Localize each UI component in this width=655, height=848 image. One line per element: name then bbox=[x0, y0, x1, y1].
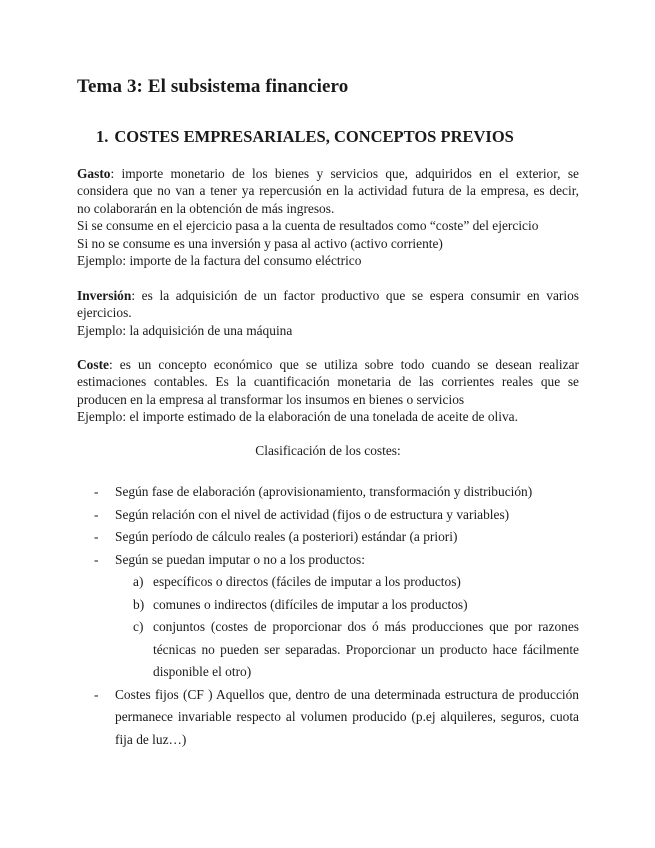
sub-list-item bbox=[115, 571, 579, 594]
inversion-definition-line: : es la adquisición de un factor productivo que se espera consumir en varios bbox=[131, 288, 579, 303]
sub-item-text-line-3: disponible el otro) bbox=[153, 664, 252, 679]
document-title: Tema 3: El subsistema financiero bbox=[77, 76, 349, 97]
gasto-term: Gasto bbox=[77, 166, 111, 181]
bullet-dash: - bbox=[94, 484, 99, 499]
sub-item-marker: a) bbox=[133, 574, 144, 589]
coste-line bbox=[77, 356, 579, 373]
bullet-dash: - bbox=[94, 506, 99, 522]
bullet-dash: - bbox=[94, 551, 99, 567]
inversion-line-1: ejercicios. bbox=[77, 305, 132, 321]
gasto-line-2: Si se consume en el ejercicio pasa a la cuenta de resultados como “coste” del ejercicio bbox=[77, 218, 539, 234]
list-item bbox=[77, 504, 579, 527]
gasto-line bbox=[77, 165, 579, 182]
costes-fijos-line-2: permanece invariable respecto al volumen producido (p.ej alquileres, seguros, cuota bbox=[115, 709, 579, 724]
list-item bbox=[77, 481, 579, 504]
document-page bbox=[77, 0, 579, 848]
coste-definition-line-2: estimaciones contables. Es la cuantificación monetaria de las corrientes reales que se bbox=[77, 374, 579, 390]
bullet-dash: - bbox=[94, 686, 99, 702]
list-item bbox=[77, 526, 579, 549]
sub-list bbox=[115, 571, 579, 684]
bullet-text: Según relación con el nivel de actividad (fijos o de estructura y variables) bbox=[115, 506, 510, 522]
list-item bbox=[77, 549, 579, 684]
gasto-line-3: Si no se consume es una inversión y pasa al activo (activo corriente) bbox=[77, 235, 443, 251]
costes-fijos-line-1: Costes fijos (CF ) Aquellos que, dentro de una determinada estructura de producción bbox=[115, 686, 579, 702]
classification-list bbox=[77, 481, 579, 751]
list-item bbox=[77, 684, 579, 752]
sub-item-text-line-1: conjuntos (costes de proporcionar dos ó más producciones que por razones bbox=[153, 619, 579, 634]
inversion-paragraph bbox=[77, 287, 579, 339]
sub-list-item bbox=[115, 594, 579, 617]
gasto-definition-line-2: considera que no van a tener ya repercusión en la actividad futura de la empresa, es decir, bbox=[77, 183, 579, 199]
sub-item-text: específicos o directos (fáciles de imputar a los productos) bbox=[153, 574, 461, 589]
sub-item-text: comunes o indirectos (difíciles de imputar a los productos) bbox=[153, 596, 468, 612]
gasto-line-1: no colaborarán en la obtención de más ingresos. bbox=[77, 200, 335, 216]
coste-example: Ejemplo: el importe estimado de la elaboración de una tonelada de aceite de oliva. bbox=[77, 409, 518, 425]
section-number: 1. bbox=[96, 127, 109, 146]
gasto-definition-line-1: : importe monetario de los bienes y servicios que, adquiridos en el exterior, se bbox=[110, 166, 579, 181]
bullet-text: Según fase de elaboración (aprovisionamiento, transformación y distribución) bbox=[115, 484, 533, 499]
inversion-line bbox=[77, 287, 579, 304]
inversion-term: Inversión bbox=[77, 288, 132, 303]
coste-term: Coste bbox=[77, 357, 109, 372]
coste-paragraph bbox=[77, 356, 579, 426]
inversion-example: Ejemplo: la adquisición de una máquina bbox=[77, 322, 293, 338]
costes-fijos-line-3: fija de luz…) bbox=[115, 731, 187, 747]
classification-caption: Clasificación de los costes: bbox=[255, 443, 401, 458]
coste-line-1: producen en la empresa al transformar los insumos en bienes o servicios bbox=[77, 391, 465, 407]
bullet-text: Según período de cálculo reales (a posteriori) estándar (a priori) bbox=[115, 529, 458, 544]
bullet-dash: - bbox=[94, 529, 99, 544]
sub-list-item bbox=[115, 616, 579, 684]
coste-definition-line-1: : es un concepto económico que se utiliza sobre todo cuando se desean realizar bbox=[108, 357, 579, 372]
section-title: COSTES EMPRESARIALES, CONCEPTOS PREVIOS bbox=[114, 127, 514, 146]
sub-item-marker: c) bbox=[133, 619, 144, 634]
sub-item-marker: b) bbox=[133, 596, 145, 612]
sub-item-text-line-2: técnicas no pueden ser separadas. Proporcionar un producto hace fácilmente bbox=[153, 641, 579, 657]
gasto-paragraph bbox=[77, 165, 579, 269]
bullet-text: Según se puedan imputar o no a los productos: bbox=[115, 551, 365, 567]
gasto-example: Ejemplo: importe de la factura del consumo eléctrico bbox=[77, 253, 362, 269]
section-heading bbox=[96, 127, 514, 147]
